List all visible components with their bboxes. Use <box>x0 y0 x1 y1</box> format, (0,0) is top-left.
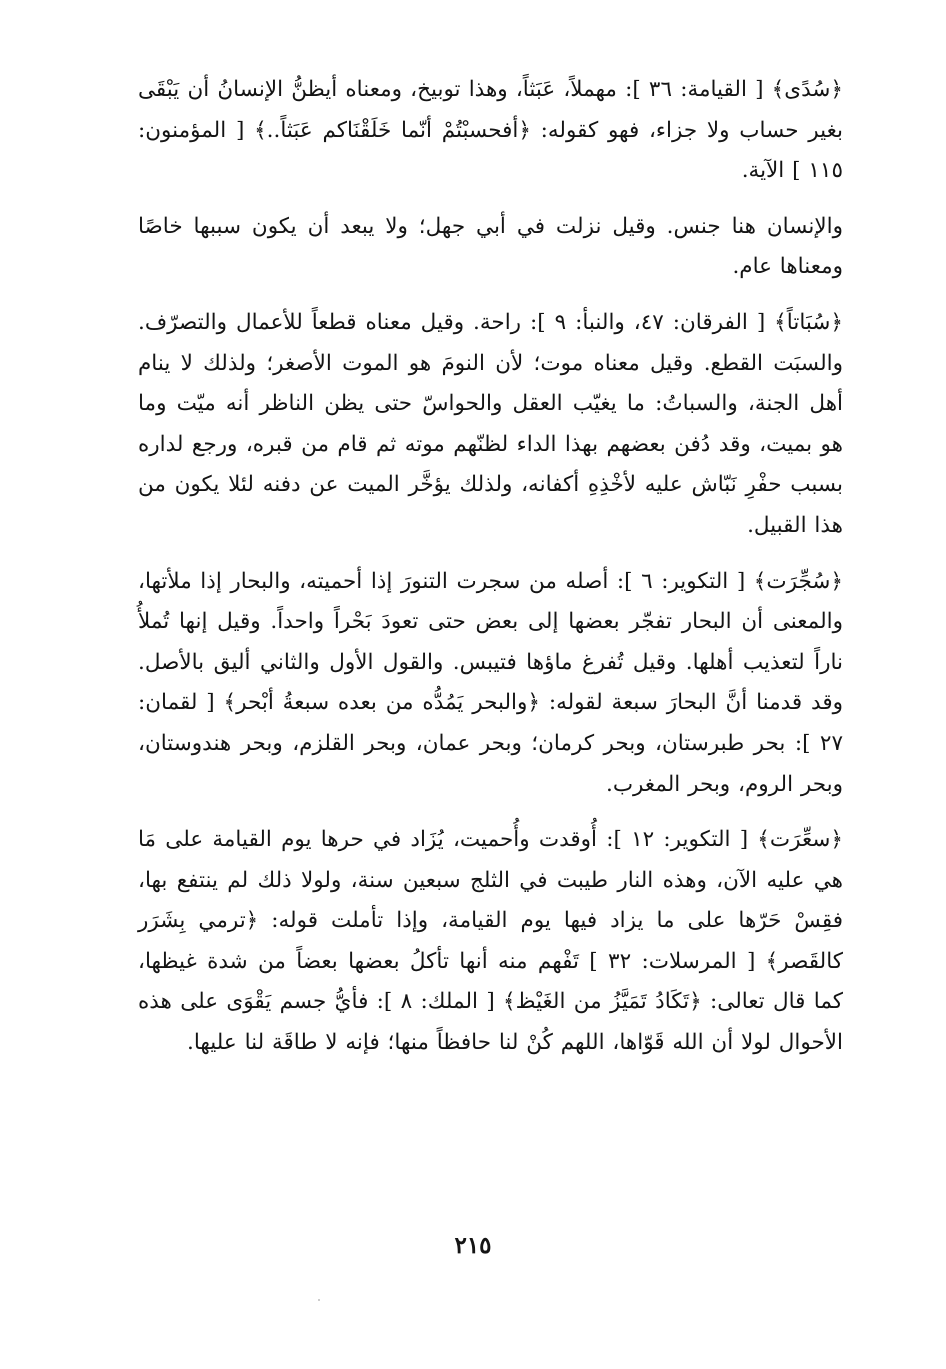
scan-speck <box>318 1299 320 1301</box>
paragraph-sudan: ﴿سُدًى﴾ [ القيامة: ٣٦ ]: مهملاً، عَبَثاً، وهذا توبيخ، ومعناه أيظنُّ الإنسانُ أن يَبْقَى بغير حساب ولا جزاء، فهو كقوله: ﴿أفحسبْتُمْ أنّما خَلَقْنَاكم عَبَثاً..﴾ [ المؤمنون: ١١٥ ] الآية. <box>138 77 843 184</box>
paragraph-subatan: ﴿سُبَاتاً﴾ [ الفرقان: ٤٧، والنبأ: ٩ ]: راحة. وقيل معناه قطعاً للأعمال والتصرّف. والسبَت القطع. وقيل معناه موت؛ لأن النومَ هو الموت الأصغر؛ ولذلك لا ينام أهل الجنة، والسباتُ: ما يغيّب العقل والحواسّ حتى يظن الناظر أنه ميّت وما هو بميت، وقد دُفن بعضهم بهذا الداء لظنّهم موته ثم قام من قبره، ورجع لداره بسبب حفْرِ نَبّاش عليه لأخْذِهِ أكفانه، ولذلك يؤخَّر الميت عن دفنه لئلا يكون من هذا القبيل. <box>138 309 843 538</box>
paragraph-insan: والإنسان هنا جنس. وقيل نزلت في أبي جهل؛ ولا يبعد أن يكون سببها خاصًا ومعناها عام. <box>138 213 843 280</box>
page-number: ٢١٥ <box>454 1232 492 1259</box>
paragraph-suirat: ﴿سعِّرَت﴾ [ التكوير: ١٢ ]: أُوقدت وأُحميت، يُزَاد في حرها يوم القيامة على مَا هي عليه الآن، وهذه النار طيبت في الثلج سبعين سنة، ولولا ذلك لم ينتفع بها، فقِسْ حَرّها على ما يزاد فيها يوم القيامة، وإذا تأملت قوله: ﴿ترمي بِشَرَر كالقَصر﴾ [ المرسلات: ٣٢ ] تَفْهم منه أنها تأكلُ بعضها بعضاً من شدة غيظها، كما قال تعالى: ﴿تَكَادُ تَمَيَّزُ من الغَيْظ﴾ [ الملك: ٨ ]: فأيُّ جسم يَقْوَى على هذه الأحوال لولا أن الله قَوّاها، اللهم كُنْ لنا حافظاً منها؛ فإنه لا طاقَة لنا عليها. <box>138 827 843 1056</box>
paragraph-sujjirat: ﴿سُجِّرَت﴾ [ التكوير: ٦ ]: أصله من سجرت التنورَ إذا أحميته، والبحار إذا ملأتها، والمعنى أن البحار تفجّر بعضها إلى بعض حتى تعودَ بَحْراً واحداً. وقيل إنها تُملأُ ناراً لتعذيب أهلها. وقيل تُفرغ ماؤها فتيبس. والقول الأول والثاني أليق بالأصل. وقد قدمنا أنَّ البحارَ سبعة لقوله: ﴿والبحر يَمُدُّه من بعده سبعةُ أبْحر﴾ [ لقمان: ٢٧ ]: بحر طبرستان، وبحر كرمان؛ وبحر عمان، وبحر القلزم، وبحر هندوستان، وبحر الروم، وبحر المغرب. <box>138 568 843 797</box>
body-text <box>138 70 843 1079</box>
